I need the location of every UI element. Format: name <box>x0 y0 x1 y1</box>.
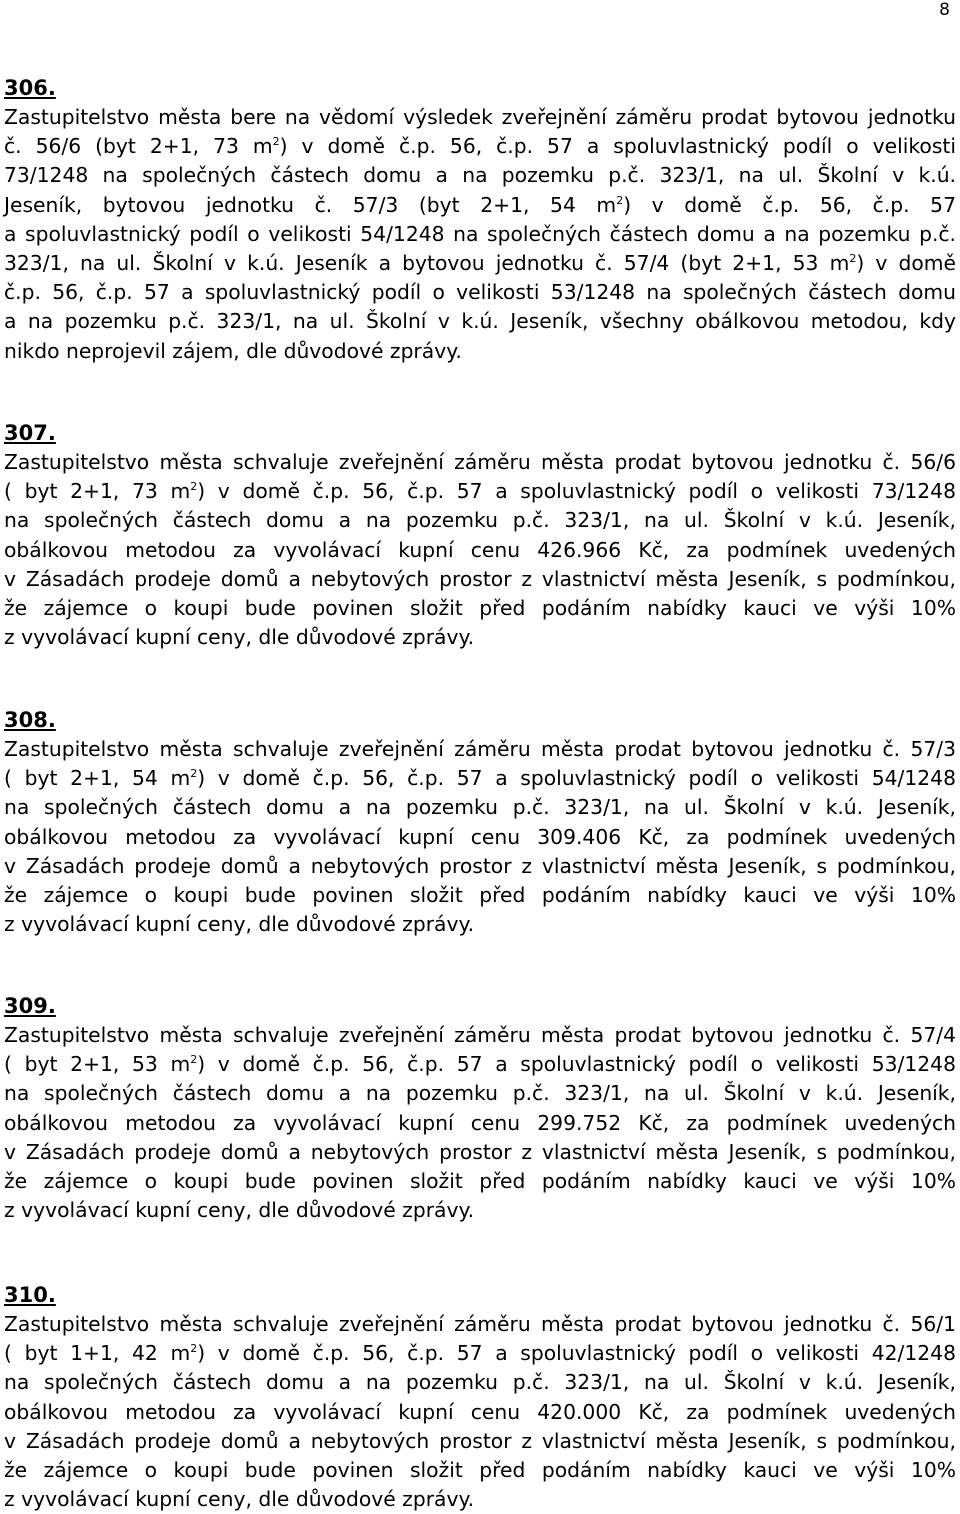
text-line <box>4 823 956 852</box>
text-segment: 323/1, na ul. Školní v k.ú. Jeseník a bytovou jednotku č. 57/4 (byt 2+1, 53 m <box>4 251 850 276</box>
text-segment: obálkovou metodou za vyvolávací kupní cenu 426.966 Kč, za podmínek uvedených <box>4 537 956 562</box>
resolution-306 <box>4 74 956 366</box>
text-line <box>4 337 956 366</box>
text-line <box>4 1138 956 1167</box>
text-segment: obálkovou metodou za vyvolávací kupní cenu 309.406 Kč, za podmínek uvedených <box>4 824 956 849</box>
text-line <box>4 278 956 307</box>
text-segment: a spoluvlastnický podíl o velikosti 54/1248 na společných částech domu a na pozemku p.č. <box>4 221 956 246</box>
text-line <box>4 1485 956 1514</box>
text-segment: v Zásadách prodeje domů a nebytových prostor z vlastnictví města Jeseník, s podmínkou, <box>4 853 956 878</box>
text-segment: Zastupitelstvo města schvaluje zveřejnění záměru města prodat bytovou jednotku č. 56/6 <box>4 450 956 474</box>
resolution-309 <box>4 992 956 1225</box>
text-segment: ) v domě č.p. 56, č.p. 57 a spoluvlastnický podíl o velikosti <box>279 134 956 159</box>
text-segment: v Zásadách prodeje domů a nebytových prostor z vlastnictví města Jeseník, s podmínkou, <box>4 1428 956 1453</box>
text-segment: v Zásadách prodeje domů a nebytových prostor z vlastnictví města Jeseník, s podmínkou, <box>4 1139 956 1164</box>
text-segment: že zájemce o koupi bude povinen složit před podáním nabídky kauci ve výši 10% <box>4 1458 956 1483</box>
text-line <box>4 536 956 565</box>
resolution-text <box>4 1310 956 1514</box>
superscript: 2 <box>272 135 280 149</box>
text-segment: na společných částech domu a na pozemku p.č. 323/1, na ul. Školní v k.ú. Jeseník, <box>4 795 956 820</box>
text-segment: ( byt 1+1, 42 m <box>4 1341 191 1366</box>
text-line <box>4 477 956 506</box>
superscript: 2 <box>616 193 624 207</box>
text-line <box>4 1427 956 1456</box>
text-line <box>4 623 956 652</box>
superscript: 2 <box>190 480 198 494</box>
text-segment: z vyvolávací kupní ceny, dle důvodové zprávy. <box>4 912 475 937</box>
resolution-number: 307. <box>4 421 56 445</box>
text-segment: ) v domě č.p. 56, č.p. 57 a spoluvlastnický podíl o velikosti 42/1248 <box>197 1341 956 1366</box>
text-segment: ) v domě č.p. 56, č.p. 57 a spoluvlastnický podíl o velikosti 54/1248 <box>197 766 956 791</box>
superscript: 2 <box>190 1342 198 1356</box>
text-segment: č. 56/6 (byt 2+1, 73 m <box>4 134 273 159</box>
resolution-308 <box>4 706 956 939</box>
page-number: 8 <box>939 0 950 20</box>
text-segment: Zastupitelstvo města schvaluje zveřejnění záměru města prodat bytovou jednotku č. 57/3 <box>4 737 956 761</box>
text-line <box>4 1050 956 1079</box>
text-line <box>4 132 956 161</box>
resolution-310 <box>4 1281 956 1514</box>
resolution-number: 308. <box>4 708 56 732</box>
text-segment: ( byt 2+1, 73 m <box>4 479 191 504</box>
resolution-number: 310. <box>4 1283 56 1307</box>
resolution-text <box>4 448 956 652</box>
text-line <box>4 103 956 132</box>
text-segment: na společných částech domu a na pozemku p.č. 323/1, na ul. Školní v k.ú. Jeseník, <box>4 1081 956 1106</box>
text-line <box>4 793 956 822</box>
text-segment: Zastupitelstvo města schvaluje zveřejnění záměru města prodat bytovou jednotku č. 57/4 <box>4 1023 956 1047</box>
text-line <box>4 448 956 477</box>
text-segment: z vyvolávací kupní ceny, dle důvodové zprávy. <box>4 1487 475 1512</box>
text-segment: ( byt 2+1, 53 m <box>4 1052 191 1077</box>
text-segment: ) v domě č.p. 56, č.p. 57 a spoluvlastnický podíl o velikosti 73/1248 <box>197 479 956 504</box>
text-line <box>4 881 956 910</box>
superscript: 2 <box>849 252 857 266</box>
text-line <box>4 1196 956 1225</box>
text-segment: obálkovou metodou za vyvolávací kupní cenu 420.000 Kč, za podmínek uvedených <box>4 1399 956 1424</box>
text-line <box>4 506 956 535</box>
text-line <box>4 735 956 764</box>
resolution-text <box>4 1021 956 1225</box>
text-line <box>4 565 956 594</box>
text-line <box>4 594 956 623</box>
resolution-number: 309. <box>4 994 56 1018</box>
text-segment: Zastupitelstvo města schvaluje zveřejnění záměru města prodat bytovou jednotku č. 56/1 <box>4 1312 956 1336</box>
text-segment: č.p. 56, č.p. 57 a spoluvlastnický podíl o velikosti 53/1248 na společných částech domu <box>4 280 956 305</box>
text-segment: ) v domě <box>856 251 956 276</box>
text-line <box>4 910 956 939</box>
superscript: 2 <box>190 767 198 781</box>
text-segment: a na pozemku p.č. 323/1, na ul. Školní v k.ú. Jeseník, všechny obálkovou metodou, kdy <box>4 309 956 334</box>
resolution-text <box>4 735 956 939</box>
text-segment: že zájemce o koupi bude povinen složit před podáním nabídky kauci ve výši 10% <box>4 596 956 621</box>
text-line <box>4 1456 956 1485</box>
text-line <box>4 220 956 249</box>
text-segment: že zájemce o koupi bude povinen složit před podáním nabídky kauci ve výši 10% <box>4 1169 956 1194</box>
text-line <box>4 1021 956 1050</box>
text-line <box>4 1368 956 1397</box>
text-line <box>4 1310 956 1339</box>
text-segment: na společných částech domu a na pozemku p.č. 323/1, na ul. Školní v k.ú. Jeseník, <box>4 508 956 533</box>
text-line <box>4 1339 956 1368</box>
resolution-307 <box>4 419 956 652</box>
text-segment: nikdo neprojevil zájem, dle důvodové zprávy. <box>4 338 462 363</box>
text-segment: z vyvolávací kupní ceny, dle důvodové zprávy. <box>4 1198 475 1223</box>
text-line <box>4 249 956 278</box>
text-segment: že zájemce o koupi bude povinen složit před podáním nabídky kauci ve výši 10% <box>4 883 956 908</box>
text-line <box>4 1109 956 1138</box>
text-line <box>4 852 956 881</box>
text-segment: ) v domě č.p. 56, č.p. 57 <box>623 192 956 217</box>
text-segment: na společných částech domu a na pozemku p.č. 323/1, na ul. Školní v k.ú. Jeseník, <box>4 1370 956 1395</box>
text-line <box>4 1167 956 1196</box>
resolution-text <box>4 103 956 366</box>
resolution-number: 306. <box>4 76 56 100</box>
text-segment: ) v domě č.p. 56, č.p. 57 a spoluvlastnický podíl o velikosti 53/1248 <box>197 1052 956 1077</box>
text-segment: v Zásadách prodeje domů a nebytových prostor z vlastnictví města Jeseník, s podmínkou, <box>4 566 956 591</box>
text-line <box>4 764 956 793</box>
text-segment: 73/1248 na společných částech domu a na pozemku p.č. 323/1, na ul. Školní v k.ú. <box>4 163 956 188</box>
text-line <box>4 307 956 336</box>
text-segment: obálkovou metodou za vyvolávací kupní cenu 299.752 Kč, za podmínek uvedených <box>4 1110 956 1135</box>
text-segment: ( byt 2+1, 54 m <box>4 766 191 791</box>
text-segment: Zastupitelstvo města bere na vědomí výsledek zveřejnění záměru prodat bytovou jednotku <box>4 105 956 129</box>
text-line <box>4 191 956 220</box>
text-line <box>4 1398 956 1427</box>
text-line <box>4 161 956 190</box>
text-segment: Jeseník, bytovou jednotku č. 57/3 (byt 2+1, 54 m <box>4 192 617 217</box>
text-segment: z vyvolávací kupní ceny, dle důvodové zprávy. <box>4 625 475 650</box>
superscript: 2 <box>190 1053 198 1067</box>
text-line <box>4 1079 956 1108</box>
